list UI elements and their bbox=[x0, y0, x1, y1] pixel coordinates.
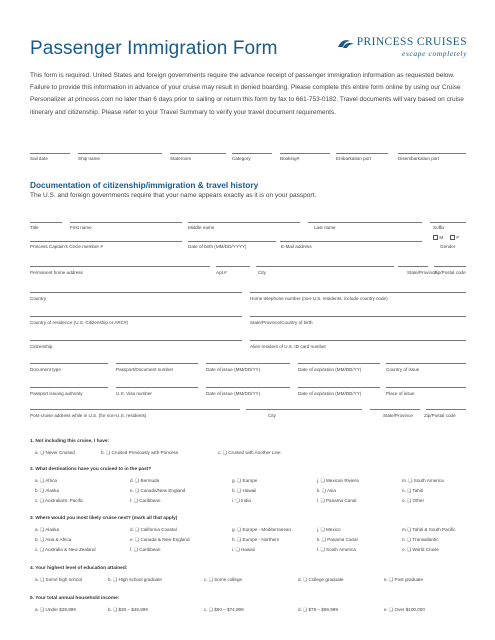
field-label: Last name bbox=[314, 225, 336, 230]
input-line[interactable] bbox=[70, 222, 182, 223]
cruise-info-line[interactable] bbox=[398, 153, 466, 154]
question-option[interactable]: e. ❑ Over $100,000 bbox=[384, 607, 425, 612]
question-option[interactable]: c. ❑ Some college bbox=[204, 577, 243, 582]
input-line[interactable] bbox=[30, 222, 62, 223]
field-label: U.S. Visa number bbox=[116, 391, 152, 396]
field-label: Embarkation port bbox=[336, 156, 371, 161]
field-label: State/Province/Country of birth bbox=[250, 320, 313, 325]
field-label: Ship name bbox=[78, 156, 100, 161]
field-label: Sail date bbox=[30, 156, 48, 161]
field-label: Category bbox=[232, 156, 251, 161]
input-line[interactable] bbox=[398, 266, 428, 267]
input-line[interactable] bbox=[216, 266, 250, 267]
field-label: Permanent home address bbox=[30, 270, 83, 275]
question-option[interactable]: o. ❑ World Cruise bbox=[402, 547, 439, 552]
question-option[interactable]: e. ❑ Canada/New England bbox=[130, 488, 186, 493]
question-option[interactable]: l. ❑ South America bbox=[317, 547, 356, 552]
field-label: Apt.# bbox=[216, 270, 227, 275]
input-line[interactable] bbox=[370, 409, 420, 410]
field-label: Suffix bbox=[433, 225, 445, 230]
question-option[interactable]: m. ❑ South America bbox=[402, 478, 444, 483]
question-option[interactable]: n. ❑ Transatlantic bbox=[402, 537, 439, 542]
question-option[interactable]: b. ❑ High school graduate bbox=[108, 577, 162, 582]
field-label: Country bbox=[30, 296, 47, 301]
cruise-info-line[interactable] bbox=[280, 153, 330, 154]
field-label: Date of birth (MM/DD/YYYY) bbox=[188, 244, 247, 249]
question-option[interactable]: d. ❑ $75 – $99,999 bbox=[298, 607, 338, 612]
input-line[interactable] bbox=[246, 409, 362, 410]
question-option[interactable]: a. ❑ Under $29,999 bbox=[35, 607, 76, 612]
section-subtitle: The U.S. and foreign governments require that your name appears exactly as it is on your passport. bbox=[30, 192, 317, 199]
question-option[interactable]: j. ❑ Mexico bbox=[317, 527, 341, 532]
question-option[interactable]: f. ❑ Caribbean bbox=[130, 547, 161, 552]
input-line[interactable] bbox=[250, 316, 466, 317]
question-option[interactable]: b. ❑ $30 – $49,999 bbox=[108, 607, 148, 612]
input-line[interactable] bbox=[188, 222, 300, 223]
input-line[interactable] bbox=[426, 409, 466, 410]
question-option[interactable]: b. ❑ Cruised Previously with Princess bbox=[101, 450, 179, 455]
question-3-title: 3. Where would you most likely cruise next? (mark all that apply) bbox=[30, 516, 178, 521]
checkbox-icon bbox=[450, 235, 455, 240]
field-label: Middle name bbox=[188, 225, 215, 230]
field-label: City bbox=[268, 413, 276, 418]
field-label: Document type bbox=[30, 367, 61, 372]
field-label: Post-cruise address while in U.S. (for non-U.S. residents) bbox=[30, 413, 147, 418]
input-line[interactable] bbox=[30, 266, 210, 267]
field-label: State/Province bbox=[407, 270, 437, 275]
cruise-info-line[interactable] bbox=[170, 153, 226, 154]
question-4-title: 4. Your highest level of education attained: bbox=[30, 566, 128, 571]
wave-crest-icon bbox=[337, 38, 355, 50]
question-option[interactable]: d. ❑ College graduate bbox=[298, 577, 344, 582]
field-label: Home telephone number (non-U.S. residents, include country code) bbox=[250, 296, 388, 301]
input-line[interactable] bbox=[280, 241, 422, 242]
question-option[interactable]: a. ❑ Africa bbox=[35, 478, 57, 483]
question-option[interactable]: h. ❑ Europe - Northern bbox=[232, 537, 280, 542]
question-option[interactable]: n. ❑ Tahiti bbox=[402, 488, 424, 493]
input-line[interactable] bbox=[188, 241, 276, 242]
input-line[interactable] bbox=[30, 316, 242, 317]
input-line[interactable] bbox=[386, 363, 466, 364]
question-option[interactable]: d. ❑ California Coastal bbox=[130, 527, 177, 532]
input-line[interactable] bbox=[30, 409, 240, 410]
question-option[interactable]: b. ❑ Asia & Africa bbox=[35, 537, 72, 542]
field-label: Passport issuing authority bbox=[30, 391, 83, 396]
input-line[interactable] bbox=[434, 266, 466, 267]
question-option[interactable]: a. ❑ Alaska bbox=[35, 527, 60, 532]
field-label: Alien resident of U.S. ID card number bbox=[250, 344, 327, 349]
question-option[interactable]: c. ❑ Australia & New Zealand bbox=[35, 547, 96, 552]
cruise-info-line[interactable] bbox=[336, 153, 388, 154]
question-option[interactable]: l. ❑ Panama Canal bbox=[317, 498, 357, 503]
field-label: First name bbox=[70, 225, 92, 230]
input-line[interactable] bbox=[206, 387, 290, 388]
option-label: F bbox=[456, 235, 460, 240]
question-option[interactable]: c. ❑ Cruised with Another Line bbox=[218, 450, 281, 455]
question-option[interactable]: g. ❑ Europe bbox=[232, 478, 258, 483]
input-line[interactable] bbox=[250, 292, 466, 293]
input-line[interactable] bbox=[298, 387, 380, 388]
field-label: Country of issue bbox=[386, 367, 420, 372]
question-2-title: 2. What destinations have you cruised to in the past? bbox=[30, 467, 152, 472]
input-line[interactable] bbox=[206, 363, 290, 364]
question-option[interactable]: a. ❑ Some high school bbox=[35, 577, 83, 582]
question-option[interactable]: m.❑ Tahiti & South Pacific bbox=[402, 527, 456, 532]
input-line[interactable] bbox=[30, 363, 108, 364]
gender-male-checkbox[interactable] bbox=[432, 235, 443, 240]
input-line[interactable] bbox=[430, 222, 466, 223]
question-option[interactable]: f. ❑ Caribbean bbox=[130, 498, 161, 503]
question-option[interactable]: i. ❑ India bbox=[232, 498, 251, 503]
checkbox-icon bbox=[433, 235, 438, 240]
field-label: Citizenship bbox=[30, 344, 53, 349]
field-label: Title bbox=[30, 225, 39, 230]
cruise-info-line[interactable] bbox=[30, 153, 70, 154]
input-line[interactable] bbox=[386, 387, 466, 388]
field-label: Zip/Postal code bbox=[424, 413, 456, 418]
field-label: Stateroom bbox=[170, 156, 192, 161]
question-option[interactable]: o. ❑ Other bbox=[402, 498, 424, 503]
field-label: Country of residence (U.S. Citizenship or ARC#) bbox=[30, 320, 129, 325]
input-line[interactable] bbox=[116, 363, 198, 364]
option-label: M bbox=[439, 235, 444, 240]
question-option[interactable]: d. ❑ Bermuda bbox=[130, 478, 160, 483]
field-label: Gender bbox=[440, 244, 456, 249]
question-option[interactable]: j. ❑ Mexican Riviera bbox=[317, 478, 359, 483]
cruise-info-line[interactable] bbox=[78, 153, 162, 154]
input-line[interactable] bbox=[30, 340, 242, 341]
question-option[interactable]: k. ❑ Asia bbox=[317, 488, 336, 493]
section-title: Documentation of citizenship/immigration & travel history bbox=[30, 180, 259, 190]
field-label: Date of expiration (MM/DD/YY) bbox=[298, 367, 362, 372]
question-option[interactable]: e. ❑ Canada & New England bbox=[130, 537, 190, 542]
input-line[interactable] bbox=[250, 340, 466, 341]
question-option[interactable]: a. ❑ Never Cruised bbox=[35, 450, 75, 455]
question-option[interactable]: c. ❑ $50 – $74,999 bbox=[204, 607, 244, 612]
question-option[interactable]: e. ❑ Post graduate bbox=[384, 577, 424, 582]
input-line[interactable] bbox=[30, 241, 182, 242]
question-option[interactable]: h. ❑ Hawaii bbox=[232, 488, 257, 493]
gender-female-checkbox[interactable] bbox=[449, 235, 459, 240]
intro-paragraph: This form is required. United States and foreign governments require the advance receipt of passenger immigration information as requested below. Failure to provide this information in advance of your cruise may result in denied boarding. Please complete this entire form online by using our Cruise Personalizer at princess.com no later than 6 days prior to sailing or return this form by fax to 661-753-0182. Travel documents will vary based on cruise itinerary and citizenship. Please refer to your Travel Summary to verify your travel document requirements. bbox=[30, 72, 464, 116]
field-label: Date of issue (MM/DD/YY) bbox=[206, 391, 261, 396]
princess-cruises-logo bbox=[339, 36, 467, 58]
field-label: State/Province bbox=[383, 413, 413, 418]
field-label: Disembarkation port bbox=[398, 156, 440, 161]
input-line[interactable] bbox=[256, 266, 394, 267]
brand-tagline: escape completely bbox=[402, 49, 467, 58]
field-label: Place of issue bbox=[386, 391, 415, 396]
cruise-info-line[interactable] bbox=[232, 153, 272, 154]
input-line[interactable] bbox=[30, 387, 108, 388]
question-option[interactable]: k. ❑ Panama Canal bbox=[317, 537, 358, 542]
field-label: Passport/Document number bbox=[116, 367, 174, 372]
field-label: City bbox=[258, 270, 266, 275]
question-1-title: 1. Not including this cruise, I have: bbox=[30, 439, 110, 444]
form-title: Passenger Immigration Form bbox=[30, 38, 278, 59]
question-option[interactable]: g. ❑ Europe - Mediterranean bbox=[232, 527, 292, 532]
input-line[interactable] bbox=[298, 363, 380, 364]
field-label: Zip/Postal code bbox=[434, 270, 466, 275]
question-option[interactable]: i. ❑ Hawaii bbox=[232, 547, 255, 552]
input-line[interactable] bbox=[308, 222, 422, 223]
field-label: Booking# bbox=[280, 156, 300, 161]
question-option[interactable]: c. ❑ Australia/S. Pacific bbox=[35, 498, 84, 503]
question-5-title: 5. Your total annual household income: bbox=[30, 596, 120, 601]
field-label: Princess Captain's Circle member # bbox=[30, 244, 103, 249]
brand-name: PRINCESS CRUISES bbox=[356, 36, 467, 48]
input-line[interactable] bbox=[116, 387, 198, 388]
field-label: Date of expiration (MM/DD/YY) bbox=[298, 391, 362, 396]
field-label: Date of issue (MM/DD/YY) bbox=[206, 367, 261, 372]
input-line[interactable] bbox=[30, 292, 242, 293]
field-label: E-Mail address bbox=[281, 244, 312, 249]
question-option[interactable]: b. ❑ Alaska bbox=[35, 488, 60, 493]
